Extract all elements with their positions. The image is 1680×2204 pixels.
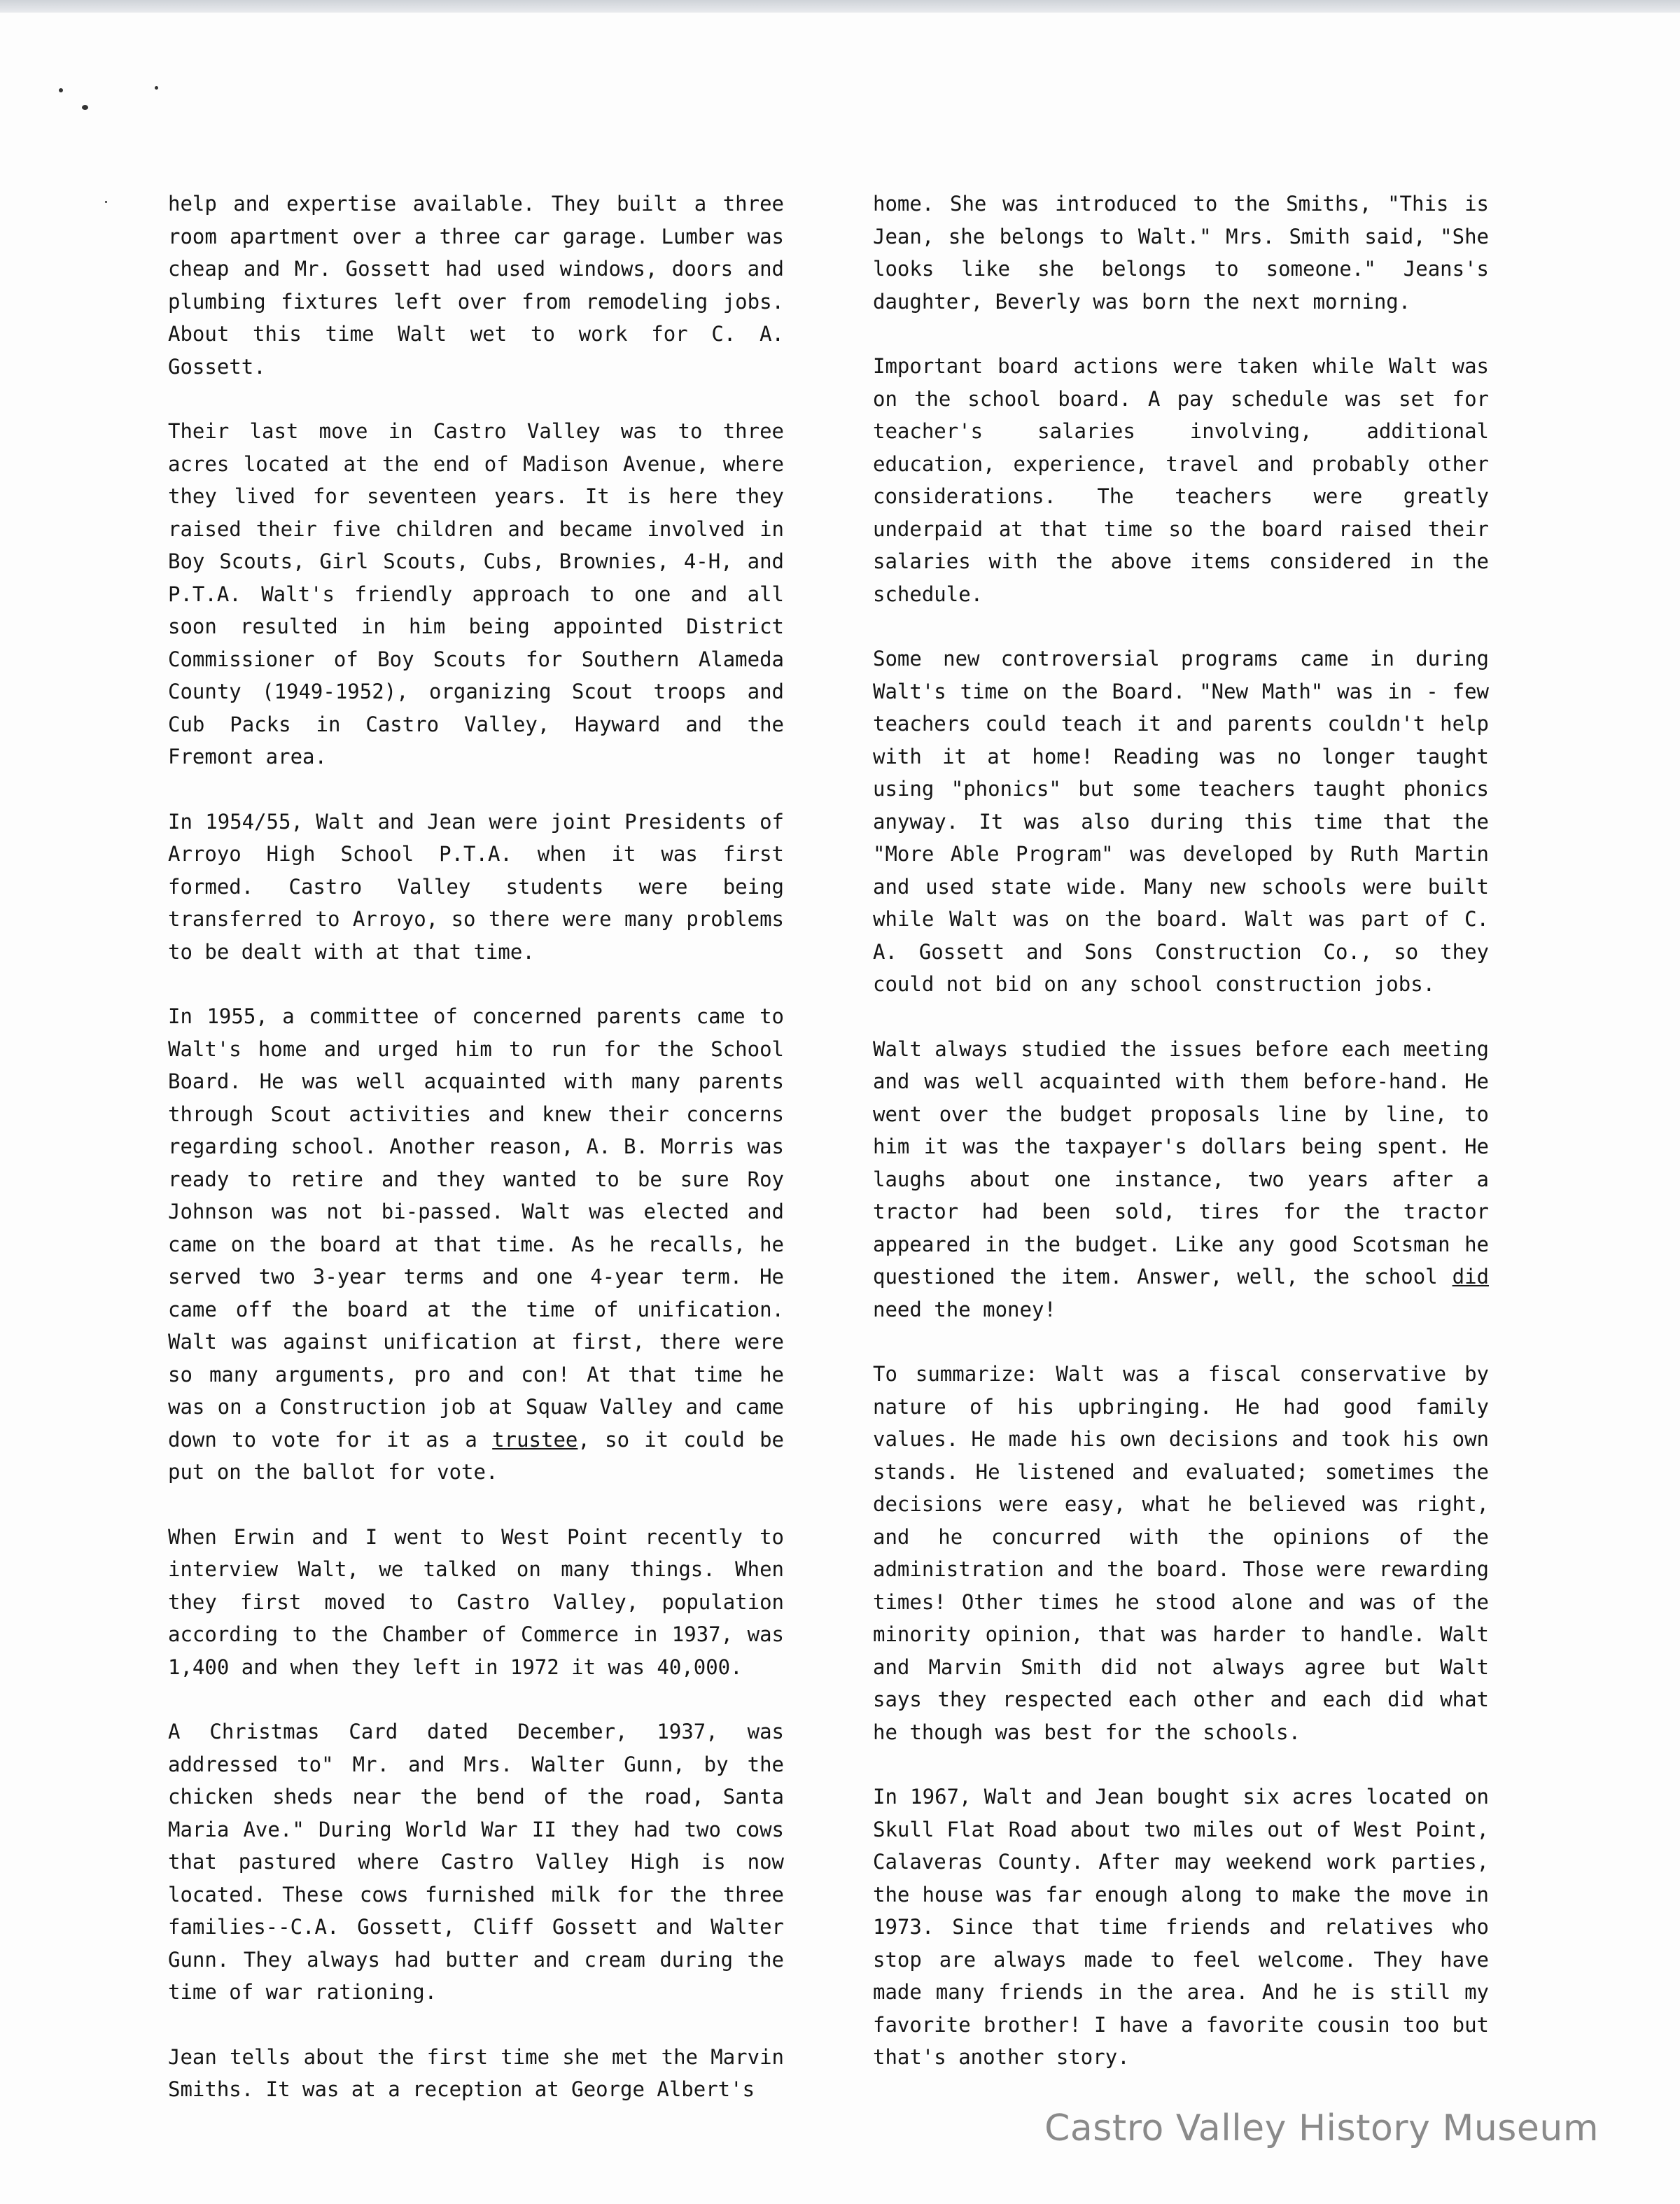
underlined-word-trustee: trustee bbox=[492, 1427, 578, 1452]
left-paragraph-6: A Christmas Card dated December, 1937, was addressed to" Mr. and Mrs. Walter Gunn, by the chicken sheds near the bend of the road, Santa Maria Ave." During World War II they had two cows that pastured where Castro Valley High is now located. These cows furnished milk for the three families--C.A. Gossett, Cliff Gossett and Walter Gunn. They always had butter and cream during the time of war rationing. bbox=[168, 1720, 784, 2004]
right-paragraph-2: Important board actions were taken while Walt was on the school board. A pay schedule was set for teacher's salaries involving, additional education, experience, travel and probably other considerations. The teachers were greatly underpaid at that time so the board raised their salaries with the above items considered in the schedule. bbox=[873, 354, 1489, 606]
right-paragraph-4-end: need the money! bbox=[873, 1297, 1056, 1321]
right-paragraph-3: Some new controversial programs came in during Walt's time on the Board. "New Math" was in - few teachers could teach it and parents couldn't help with it at home! Reading was no longer taught using "phonics" but some teachers taught phonics anyway. It was also during this time that the "More Able Program" was developed by Ruth Martin and used state wide. Many new schools were built while Walt was on the board. Walt was part of C. A. Gossett and Sons Construction Co., so they could not bid on any school construction jobs. bbox=[873, 647, 1489, 996]
scan-speck bbox=[59, 88, 63, 92]
left-paragraph-7: Jean tells about the first time she met the Marvin Smiths. It was at a reception at George Albert's bbox=[168, 2044, 784, 2101]
right-paragraph-5: To summarize: Walt was a fiscal conservative by nature of his upbringing. He had good family values. He made his own decisions and took his own stands. He listened and evaluated; sometimes the decisions were easy, what he believed was right, and he concurred with the opinions of the administration and the board. Those were rewarding times! Other times he stood alone and was of the minority opinion, that was harder to handle. Walt and Marvin Smith did not always agree but Walt says they respected each other and each did what he though was best for the schools. bbox=[873, 1362, 1489, 1744]
right-paragraph-4 bbox=[873, 1033, 1489, 1326]
left-paragraph-1: help and expertise available. They built a three room apartment over a three car garage. Lumber was cheap and Mr. Gossett had used windows, doors and plumbing fixtures left over from remodeling jobs. About this time Walt wet to work for C. A. Gossett. bbox=[168, 192, 784, 379]
museum-watermark: Castro Valley History Museum bbox=[1044, 2107, 1599, 2149]
left-paragraph-4 bbox=[168, 1000, 784, 1489]
right-paragraph-6: In 1967, Walt and Jean bought six acres located on Skull Flat Road about two miles out of West Point, Calaveras County. After may weekend work parties, the house was far enough along to make the move in 1973. Since that time friends and relatives who stop are always made to feel welcome. They have made many friends in the area. And he is still my favorite brother! I have a favorite cousin too but that's another story. bbox=[873, 1785, 1489, 2069]
left-paragraph-4-text: In 1955, a committee of concerned parents came to Walt's home and urged him to run for the School Board. He was well acquainted with many parents through Scout activities and knew their concerns regarding school. Another reason, A. B. Morris was ready to retire and they wanted to be sure Roy Johnson was not bi-passed. Walt was elected and came on the board at that time. As he recalls, he served two 3-year terms and one 4-year term. He came off the board at the time of unification. Walt was against unification at first, there were so many arguments, pro and con! At that time he was on a Construction job at Squaw Valley and came down to vote for it as a bbox=[168, 1004, 784, 1452]
scan-speck bbox=[82, 105, 88, 110]
scan-speck bbox=[105, 201, 107, 203]
scan-speck bbox=[155, 86, 158, 90]
left-paragraph-2: Their last move in Castro Valley was to three acres located at the end of Madison Avenue, where they lived for seventeen years. It is here they raised their five children and became involved in Boy Scouts, Girl Scouts, Cubs, Brownies, 4-H, and P.T.A. Walt's friendly approach to one and all soon resulted in him being appointed District Commissioner of Boy Scouts for Southern Alameda County (1949-1952), organizing Scout troops and Cub Packs in Castro Valley, Hayward and the Fremont area. bbox=[168, 419, 784, 768]
right-paragraph-1: home. She was introduced to the Smiths, "This is Jean, she belongs to Walt." Mrs. Smith said, "She looks like she belongs to someone." Jeans's daughter, Beverly was born the next morning. bbox=[873, 192, 1489, 314]
underlined-word-did: did bbox=[1452, 1265, 1489, 1289]
left-paragraph-3: In 1954/55, Walt and Jean were joint Presidents of Arroyo High School P.T.A. when it was first formed. Castro Valley students were being transferred to Arroyo, so there were many problems to be dealt with at that time. bbox=[168, 809, 784, 964]
left-paragraph-4-end: , so it could be put on the ballot for vote. bbox=[168, 1427, 784, 1484]
scan-edge bbox=[0, 0, 1680, 13]
left-paragraph-5: When Erwin and I went to West Point recently to interview Walt, we talked on many things. When they first moved to Castro Valley, population according to the Chamber of Commerce in 1937, was 1,400 and when they left in 1972 it was 40,000. bbox=[168, 1524, 784, 1679]
right-column bbox=[873, 188, 1489, 2106]
left-column bbox=[168, 188, 784, 2138]
right-paragraph-4-text: Walt always studied the issues before each meeting and was well acquainted with them before-hand. He went over the budget proposals line by line, to him it was the taxpayer's dollars being spent. He laughs about one instance, two years after a tractor had been sold, tires for the tractor appeared in the budget. Like any good Scotsman he questioned the item. Answer, well, the school bbox=[873, 1037, 1489, 1289]
